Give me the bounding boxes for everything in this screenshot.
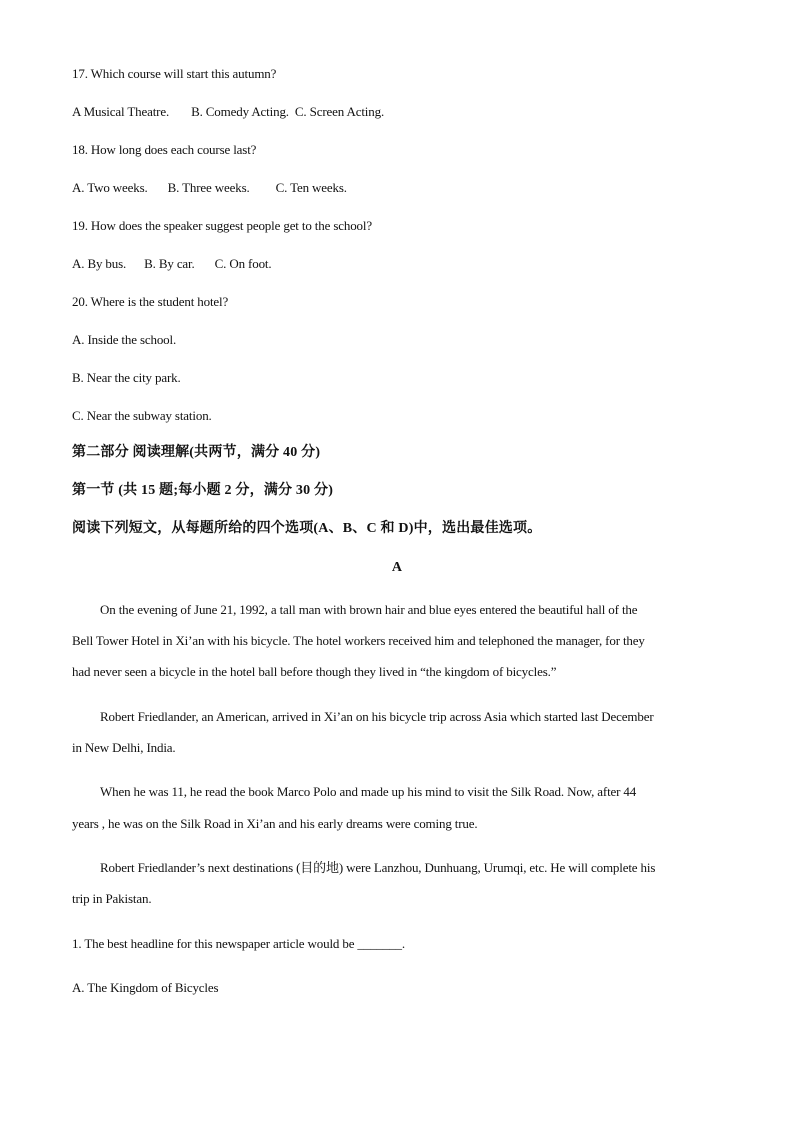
q1-option-a: A. The Kingdom of Bicycles	[72, 980, 219, 995]
q19-option-c: C. On foot.	[214, 256, 272, 271]
q20-option-b: B. Near the city park.	[72, 370, 181, 385]
q20-option-c: C. Near the subway station.	[72, 408, 212, 423]
question-17: 17. Which course will start this autumn?	[72, 66, 277, 81]
passage-paragraph-3	[72, 784, 722, 832]
passage-paragraph-4	[72, 860, 722, 907]
question-19-options	[72, 256, 271, 272]
paragraph-1-line-1: On the evening of June 21, 1992, a tall man with brown hair and blue eyes entered the beautiful hall of the	[100, 602, 638, 617]
section-subtitle: 第一节 (共 15 题;每小题 2 分，满分 30 分)	[72, 483, 334, 498]
paragraph-4-line-1: Robert Friedlander’s next destinations (目的地) were Lanzhou, Dunhuang, Urumqi, etc. He will complete his	[100, 860, 656, 875]
question-19: 19. How does the speaker suggest people get to the school?	[72, 218, 372, 233]
passage-label: A	[391, 560, 403, 575]
question-20: 20. Where is the student hotel?	[72, 294, 229, 309]
paragraph-4-line-2: trip in Pakistan.	[72, 891, 152, 906]
q18-option-c: C. Ten weeks.	[275, 180, 347, 195]
q19-option-b: B. By car.	[144, 256, 195, 271]
question-1: 1. The best headline for this newspaper article would be _______.	[72, 936, 405, 951]
paragraph-3-line-2: years , he was on the Silk Road in Xi’an and his early dreams were coming true.	[72, 816, 478, 831]
question-18-options	[72, 180, 347, 196]
question-17-options	[72, 104, 384, 120]
paragraph-1-line-3: had never seen a bicycle in the hotel ball before though they lived in “the kingdom of bicycles.”	[72, 664, 557, 679]
q17-option-b: B. Comedy Acting.	[191, 104, 289, 119]
q17-option-c: C. Screen Acting.	[294, 104, 385, 119]
q19-option-a: A. By bus.	[72, 256, 127, 271]
q18-option-b: B. Three weeks.	[167, 180, 250, 195]
q17-option-a: A Musical Theatre.	[72, 104, 170, 119]
passage-paragraph-1	[72, 602, 722, 680]
paragraph-3-line-1: When he was 11, he read the book Marco Polo and made up his mind to visit the Silk Road. Now, after 44	[100, 784, 637, 799]
q20-option-a: A. Inside the school.	[72, 332, 177, 347]
passage-paragraph-2	[72, 709, 722, 756]
paragraph-2-line-2: in New Delhi, India.	[72, 740, 176, 755]
part-title: 第二部分 阅读理解(共两节，满分 40 分)	[72, 445, 321, 460]
paragraph-2-line-1: Robert Friedlander, an American, arrived in Xi’an on his bicycle trip across Asia which started last December	[100, 709, 654, 724]
paragraph-1-line-2: Bell Tower Hotel in Xi’an with his bicycle. The hotel workers received him and telephoned the manager, for they	[72, 633, 645, 648]
section-instruction: 阅读下列短文，从每题所给的四个选项(A、B、C 和 D)中，选出最佳选项。	[72, 521, 542, 536]
question-18: 18. How long does each course last?	[72, 142, 257, 157]
q18-option-a: A. Two weeks.	[72, 180, 148, 195]
